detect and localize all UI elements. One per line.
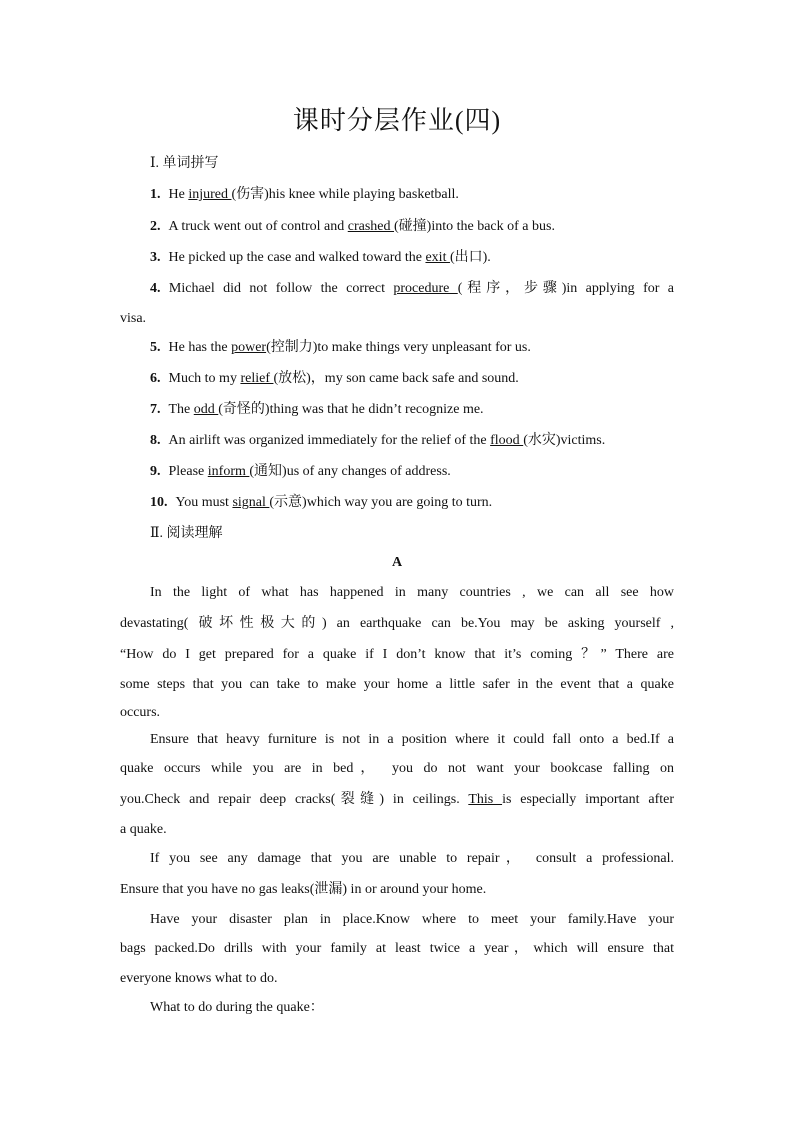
item-text: A truck went out of control and [168, 219, 348, 234]
item-text: (放松)，my son came back safe and sound. [273, 371, 519, 386]
item-text: (通知)us of any changes of address. [249, 464, 451, 479]
item-answer: odd [193, 402, 219, 417]
list-item [150, 494, 492, 512]
item-answer: exit [425, 250, 450, 265]
paragraph-line: “How do I get prepared for a quake if I don’t know that it’s coming ？” There are [120, 647, 674, 662]
list-item [150, 249, 491, 267]
passage-label: A [391, 555, 403, 570]
paragraph-text: is especially important after [502, 792, 675, 807]
item-answer: power [231, 340, 267, 355]
page-title: 课时分层作业(四) [292, 106, 502, 135]
item-number: 8. [150, 433, 161, 448]
paragraph-line: If you see any damage that you are unable to repair， consult a professional. [150, 851, 674, 866]
paragraph-line: quake occurs while you are in bed， you do not want your bookcase falling on [120, 761, 674, 776]
list-item [150, 370, 519, 388]
item-text: He has the [168, 340, 232, 355]
item-answer: inform [207, 464, 250, 479]
item-text: The [168, 402, 194, 417]
section-heading-spelling: Ⅰ. 单词拼写 [150, 156, 219, 171]
item-text: He [168, 187, 189, 202]
paragraph-line: Ensure that heavy furniture is not in a position where it could fall onto a bed.If a [150, 732, 674, 747]
item-text: (水灾)victims. [523, 433, 606, 448]
section-heading-reading: Ⅱ. 阅读理解 [150, 526, 223, 541]
list-item [150, 339, 531, 357]
item-answer: procedure [393, 281, 458, 296]
item-text: Michael did not follow the correct [168, 281, 394, 296]
paragraph-line: What to do during the quake： [150, 1000, 324, 1015]
underlined-word: This [468, 792, 503, 807]
list-item [150, 280, 674, 298]
item-text: An airlift was organized immediately for the relief of the [168, 433, 491, 448]
item-answer: crashed [347, 219, 395, 234]
list-item [150, 186, 459, 204]
item-answer: flood [490, 433, 524, 448]
item-text: Much to my [168, 371, 241, 386]
item-text: (控制力)to make things very unpleasant for us. [266, 340, 531, 355]
item-number: 6. [150, 371, 161, 386]
item-text: You must [175, 495, 233, 510]
item-text: (碰撞)into the back of a bus. [394, 219, 555, 234]
item-answer: relief [240, 371, 274, 386]
item-text: He picked up the case and walked toward the [168, 250, 426, 265]
list-item [150, 432, 605, 450]
item-answer: injured [188, 187, 232, 202]
item-answer: signal [232, 495, 270, 510]
item-text: (伤害)his knee while playing basketball. [231, 187, 459, 202]
item-number: 7. [150, 402, 161, 417]
paragraph-line: occurs. [120, 705, 161, 720]
item-text: Please [168, 464, 208, 479]
list-item [150, 401, 484, 419]
paragraph-line: devastating( 破坏性极大的) an earthquake can be.You may be asking yourself , [120, 616, 674, 631]
paragraph-line: Ensure that you have no gas leaks(泄漏) in or around your home. [120, 882, 487, 897]
paragraph-line: some steps that you can take to make your home a little safer in the event that a quake [120, 677, 674, 692]
paragraph-line [120, 791, 674, 809]
list-item [150, 218, 555, 236]
item-text: (出口). [449, 250, 491, 265]
item-number: 10. [150, 495, 168, 510]
item-number: 3. [150, 250, 161, 265]
item-number: 4. [150, 281, 161, 296]
item-number: 2. [150, 219, 161, 234]
paragraph-line: everyone knows what to do. [120, 971, 278, 986]
item-text: (示意)which way you are going to turn. [269, 495, 493, 510]
paragraph-line: a quake. [120, 822, 167, 837]
list-item [150, 463, 451, 481]
paragraph-line: Have your disaster plan in place.Know where to meet your family.Have your [150, 912, 674, 927]
item-number: 1. [150, 187, 161, 202]
item-number: 5. [150, 340, 161, 355]
item-continuation: visa. [120, 311, 147, 326]
paragraph-line: bags packed.Do drills with your family at least twice a year，which will ensure that [120, 941, 674, 956]
paragraph-text: you.Check and repair deep cracks(裂缝) in ceilings. [120, 792, 469, 807]
item-number: 9. [150, 464, 161, 479]
item-text: (奇怪的)thing was that he didn’t recognize me. [218, 402, 484, 417]
item-text: (程序，步骤)in applying for a [457, 281, 674, 296]
paragraph-line: In the light of what has happened in many countries , we can all see how [150, 585, 674, 600]
